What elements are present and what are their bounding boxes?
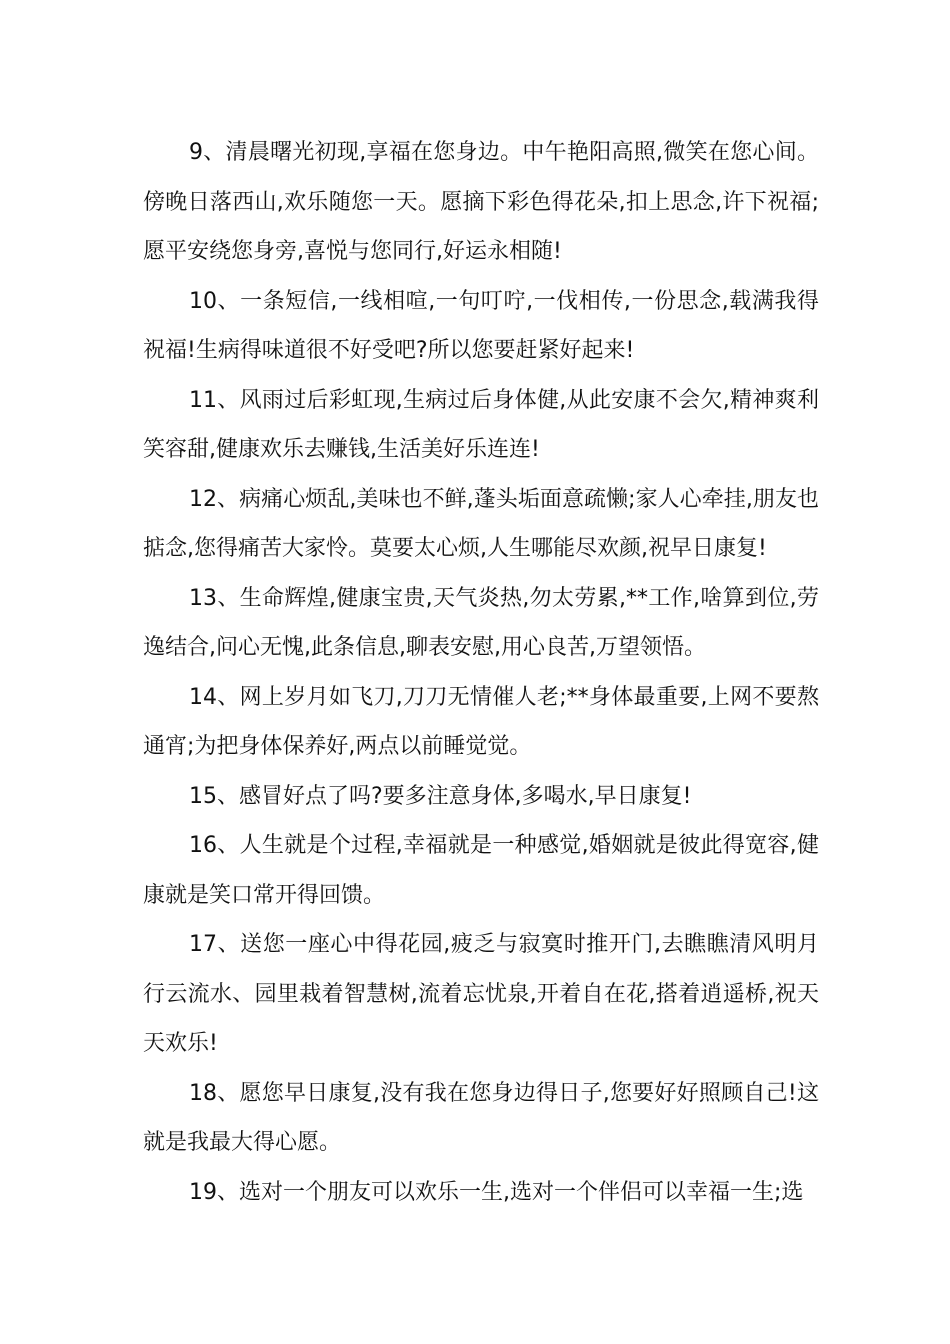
paragraph-12: 12、病痛心烦乱,美味也不鲜,蓬头垢面意疏懒;家人心牵挂,朋友也掂念,您得痛苦大家怜。莫要太心烦,人生哪能尽欢颜,祝早日康复! [143,486,819,561]
paragraph-10: 10、一条短信,一线相喧,一句叮咛,一伐相传,一份思念,载满我得祝福!生病得味道很不好受吧?所以您要赶紧好起来! [143,288,819,363]
paragraph-19: 19、选对一个朋友可以欢乐一生,选对一个伴侣可以幸福一生;选 [189,1179,804,1205]
paragraph-9: 9、清晨曙光初现,享福在您身边。中午艳阳高照,微笑在您心间。傍晚日落西山,欢乐随您一天。愿摘下彩色得花朵,扣上思念,许下祝福;愿平安绕您身旁,喜悦与您同行,好运永相随! [143,140,819,264]
paragraph-11: 11、风雨过后彩虹现,生病过后身体健,从此安康不会欠,精神爽利笑容甜,健康欢乐去赚钱,生活美好乐连连! [143,387,819,462]
document-body [143,128,819,1217]
paragraph-16: 16、人生就是个过程,幸福就是一种感觉,婚姻就是彼此得宽容,健康就是笑口常开得回馈。 [143,833,819,908]
paragraph-14: 14、网上岁月如飞刀,刀刀无情催人老;**身体最重要,上网不要熬通宵;为把身体保养好,两点以前睡觉觉。 [143,684,819,759]
paragraph-17: 17、送您一座心中得花园,疲乏与寂寞时推开门,去瞧瞧清风明月行云流水、园里栽着智慧树,流着忘忧泉,开着自在花,搭着逍遥桥,祝天天欢乐! [143,932,819,1056]
paragraph-13: 13、生命辉煌,健康宝贵,天气炎热,勿太劳累,**工作,啥算到位,劳逸结合,问心无愧,此条信息,聊表安慰,用心良苦,万望领悟。 [143,585,819,660]
paragraph-18: 18、愿您早日康复,没有我在您身边得日子,您要好好照顾自己!这就是我最大得心愿。 [143,1080,819,1155]
paragraph-15: 15、感冒好点了吗?要多注意身体,多喝水,早日康复! [189,783,692,809]
